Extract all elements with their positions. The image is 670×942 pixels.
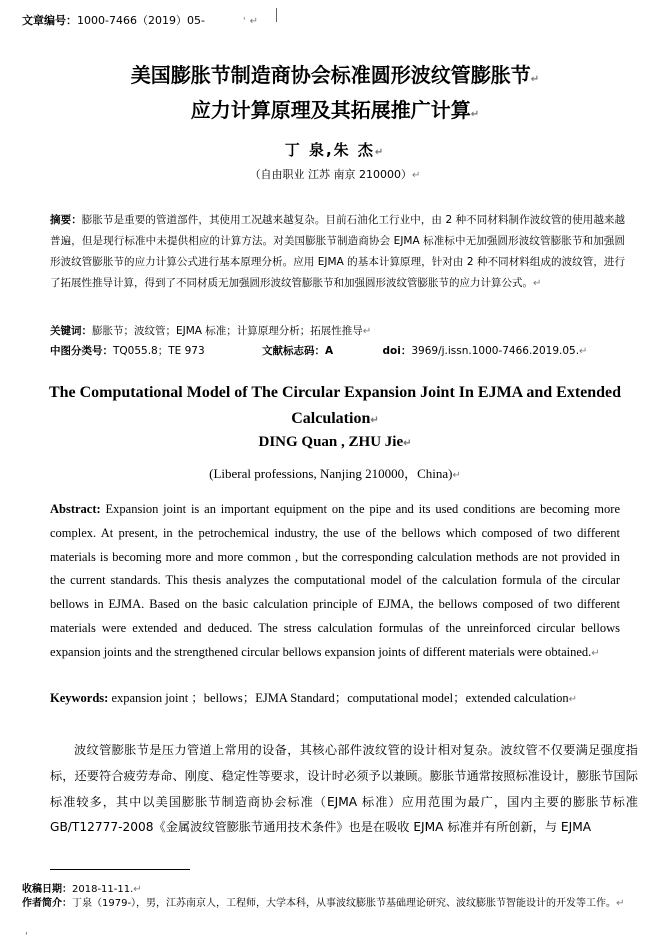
paragraph-mark: ↵ <box>374 147 386 158</box>
received-date <box>22 880 142 895</box>
paragraph-mark: ↵ <box>470 109 480 120</box>
authors-chinese <box>0 139 670 160</box>
bio-text: 丁泉（1979-），男，江苏南京人，工程师，大学本科，从事波纹膨胀节基础理论研究、波纹膨胀节智能设计的开发等工作。 <box>72 898 617 909</box>
received-label: 收稿日期： <box>22 884 72 895</box>
paragraph-mark: ↵ <box>133 884 142 895</box>
paragraph-mark: ↵ <box>533 278 542 289</box>
paragraph-mark: ↵ <box>370 415 379 426</box>
abstract-cn-label: 摘要： <box>50 214 82 226</box>
affiliation-en-text: (Liberal professions, Nanjing 210000，China) <box>209 466 453 481</box>
paragraph-mark: ↵ <box>616 898 625 909</box>
keywords-cn-label: 关键词： <box>50 325 92 337</box>
article-number-label: 文章编号： <box>22 14 77 27</box>
authors-cn-text: 丁 泉,朱 杰 <box>284 141 375 159</box>
received-value: 2018-11-11. <box>72 884 134 895</box>
title-en-line2: Calculation <box>291 410 371 427</box>
affiliation-cn-text: （自由职业 江苏 南京 210000） <box>249 168 413 181</box>
keywords-english <box>50 688 630 706</box>
article-number-value: 1000-7466（2019）05- <box>77 14 205 27</box>
abstract-en-label: Abstract: <box>50 502 101 516</box>
doc-code-value: A <box>325 345 334 357</box>
clc-label: 中图分类号： <box>50 345 113 357</box>
title-cn-line2: 应力计算原理及其拓展推广计算 <box>190 98 471 122</box>
body-paragraph-text: 波纹管膨胀节是压力管道上常用的设备，其核心部件波纹管的设计相对复杂。波纹管不仅要满足强度指标，还要符合疲劳寿命、刚度、稳定性等要求，设计时必须予以兼顾。膨胀节通常按照标准设计，膨胀节国际标准较多，其中以美国膨胀节制造商协会标准（EJMA 标准）应用范围为最广，国内主要的膨胀节标准 GB/T12777-2008《金属波纹管膨胀节通用技术条件》也是在吸收 EJMA 标准并有所创新，与 EJMA <box>50 743 638 835</box>
classification-line <box>50 343 630 358</box>
keywords-cn-text: 膨胀节；波纹管；EJMA 标准；计算原理分析；拓展性推导 <box>92 325 363 337</box>
affiliation-chinese <box>0 166 670 182</box>
paragraph-mark: ↵ <box>579 346 588 357</box>
crop-mark <box>276 8 277 22</box>
paragraph-mark: ↵ <box>530 74 540 85</box>
doc-code-label: 文献标志码： <box>262 345 326 357</box>
paragraph-mark: ↵ <box>362 326 372 337</box>
authors-english <box>0 434 670 451</box>
abstract-cn-text: 膨胀节是重要的管道部件，其使用工况越来越复杂。目前石油化工行业中，由 2 种不同材料制作波纹管的使用越来越普遍，但是现行标准中未提供相应的计算方法。对美国膨胀节制造商协会 EJMA 标准标中无加强圆形波纹管膨胀节和加强圆形波纹管膨胀节的应力计算公式进行基本原理分析。应用 EJMA 的基本计算原理，针对由 2 种不同材料组成的波纹管，进行了拓展性推导计算，得到了不同材质无加强圆形波纹管膨胀节和加强圆形波纹管膨胀节的应力计算公式。 <box>50 214 626 289</box>
paragraph-mark: ↵ <box>591 647 600 659</box>
title-chinese <box>0 60 670 130</box>
clc-value: TQ055.8；TE 973 <box>113 345 205 357</box>
abstract-chinese <box>50 210 625 294</box>
keywords-chinese <box>50 321 625 342</box>
affiliation-english <box>0 463 670 482</box>
title-english <box>30 380 640 434</box>
title-cn-line1: 美国膨胀节制造商协会标准圆形波纹管膨胀节 <box>130 63 531 87</box>
title-en-line1: The Computational Model of The Circular Expansion Joint In EJMA and Extended <box>48 384 622 401</box>
paragraph-mark: ↵ <box>412 170 421 181</box>
paragraph-mark: ↵ <box>403 438 412 449</box>
article-number <box>22 12 258 28</box>
paragraph-mark: ' <box>242 16 246 27</box>
abstract-en-text: Expansion joint is an important equipment on the pipe and its used conditions are becoming more complex. At present, in the petrochemical industry, the use of the bellows which composed of two different materials is becoming more and more common , but the corresponding calculation methods are not provided in the current standards. This thesis analyzes the computational model of the calculation formula of the circular bellows in EJMA. Based on the basic calculation principle of EJMA, the bellows composed of two different materials were extended and deduced. The stress calculation formulas of the unreinforced circular bellows expansion joints and the strengthened circular bellows expansion joints of different materials were obtained. <box>50 502 620 659</box>
footnote-divider <box>50 869 190 870</box>
paragraph-mark: ↵ <box>452 470 461 481</box>
doi-value: 3969/j.issn.1000-7466.2019.05. <box>411 345 580 357</box>
body-paragraph <box>50 738 638 841</box>
crop-mark: ' <box>25 931 28 942</box>
authors-en-text: DING Quan , ZHU Jie <box>258 434 404 450</box>
keywords-en-text: expansion joint ；bellows；EJMA Standard；computational model；extended calculation <box>111 691 569 705</box>
doi-label: doi： <box>382 345 412 357</box>
bio-label: 作者简介： <box>22 898 72 909</box>
abstract-english <box>50 498 620 666</box>
keywords-en-label: Keywords: <box>50 691 109 705</box>
paragraph-mark: ↵ <box>568 694 578 705</box>
paragraph-mark: ↵ <box>249 16 259 27</box>
author-bio <box>22 896 642 911</box>
